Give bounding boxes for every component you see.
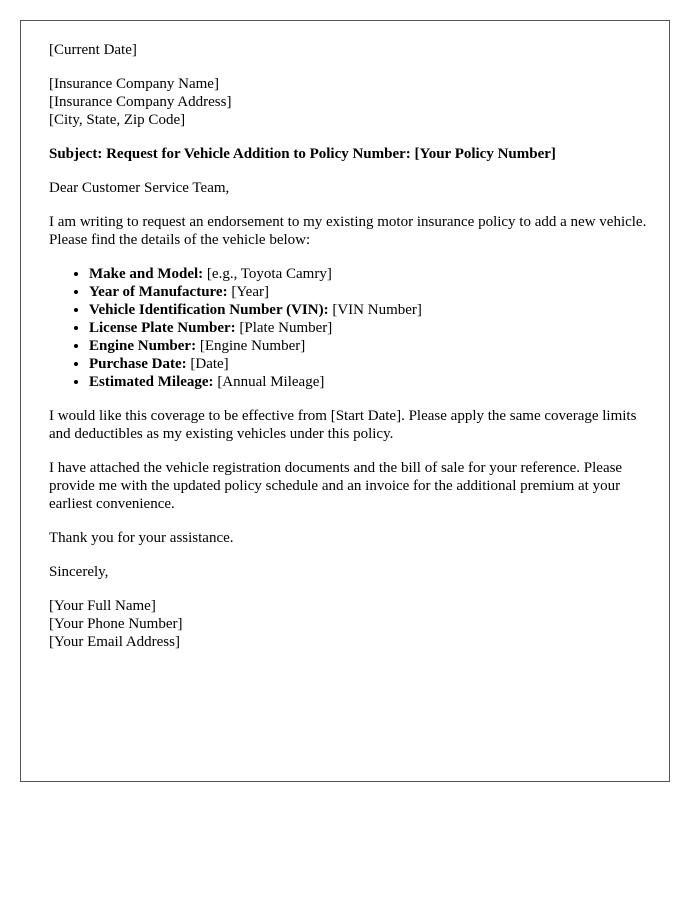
detail-item: • Engine Number: [Engine Number] [89,337,649,355]
detail-item: • Year of Manufacture: [Year] [89,283,649,301]
date: [Current Date] [49,42,137,58]
recipient-line: [City, State, Zip Code] [49,112,186,128]
thanks: Thank you for your assistance. [49,530,234,546]
intro: I am writing to request an endorsement to my existing motor insurance policy to add a new vehicle. Please find the details of the vehicle below: [49,214,647,248]
detail-item: • Estimated Mileage: [Annual Mileage] [89,373,649,391]
detail-item: • Purchase Date: [Date] [89,355,649,373]
detail-item: • License Plate Number: [Plate Number] [89,319,649,337]
vehicle-details [49,265,649,391]
attachments-paragraph: I have attached the vehicle registration documents and the bill of sale for your reference. Please provide me with the updated policy schedule and an invoice for the additional premium at your earliest convenience. [49,460,623,512]
letter [20,20,670,782]
recipient-address [49,75,649,129]
signature [49,597,649,651]
salutation: Dear Customer Service Team, [49,180,230,196]
recipient-line: [Insurance Company Name] [49,76,219,92]
signature-line: [Your Full Name] [49,598,156,614]
recipient-line: [Insurance Company Address] [49,94,232,110]
detail-item: • Vehicle Identification Number (VIN): [VIN Number] [89,301,649,319]
detail-item: • Make and Model: [e.g., Toyota Camry] [89,265,649,283]
subject: Subject: Request for Vehicle Addition to Policy Number: [Your Policy Number] [49,146,556,162]
signature-line: [Your Email Address] [49,634,180,650]
closing: Sincerely, [49,564,109,580]
coverage-paragraph: I would like this coverage to be effective from [Start Date]. Please apply the same coverage limits and deductibles as my existing vehicles under this policy. [49,408,637,442]
signature-line: [Your Phone Number] [49,616,183,632]
